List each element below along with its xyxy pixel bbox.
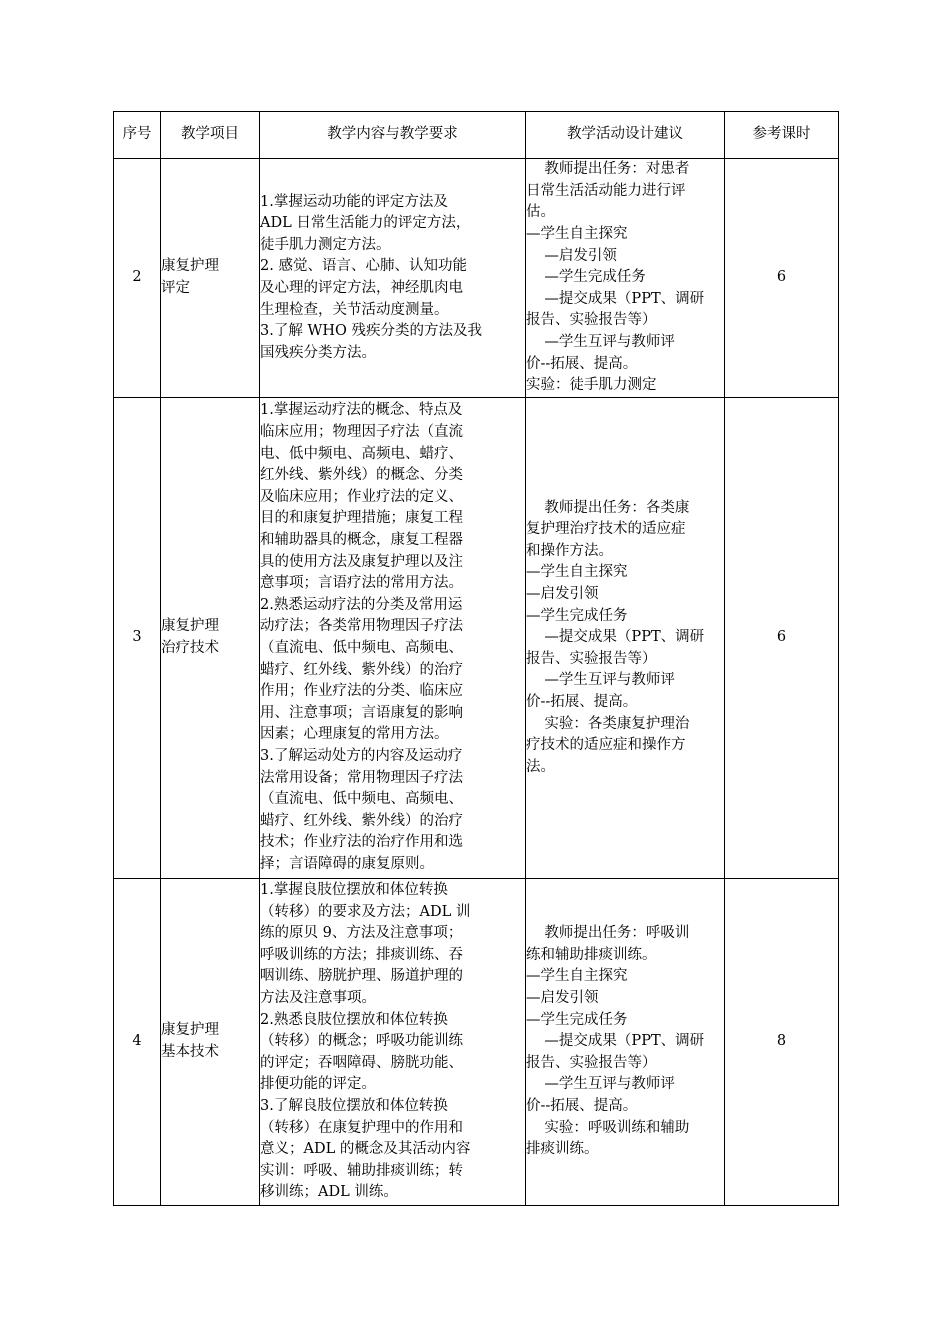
cell-text-line: —提交成果（PPT、调研 — [526, 1033, 705, 1050]
cell-text-line: 治疗技术 — [161, 640, 219, 656]
cell-text-line: 排痰训练。 — [526, 1141, 599, 1158]
cell-text-line: 徒手肌力测定方法。 — [260, 236, 391, 253]
hours-cell: 6 — [725, 398, 839, 879]
cell-text-line: —学生互评与教师评 — [526, 333, 675, 350]
cell-text-line: 复护理治疗技术的适应症 — [526, 521, 686, 538]
content-cell — [260, 159, 526, 398]
cell-text-line: 临床应用；物理因子疗法（直流 — [260, 424, 463, 441]
header-project: 教学项目 — [161, 112, 260, 159]
cell-text-line: 红外线、紫外线）的概念、分类 — [260, 467, 463, 484]
cell-text-line: 方法及注意事项。 — [260, 990, 376, 1007]
cell-text-line: 教师提出任务：呼吸训 — [526, 925, 690, 942]
activity-cell — [526, 159, 725, 398]
course-table — [113, 111, 839, 1206]
project-cell — [161, 879, 260, 1206]
cell-text-line: —学生互评与教师评 — [526, 1076, 675, 1093]
cell-text-line: 评定 — [161, 280, 190, 296]
cell-text-line: —提交成果（PPT、调研 — [526, 629, 705, 646]
cell-text-line: —提交成果（PPT、调研 — [526, 290, 705, 307]
cell-text-line: 及心理的评定方法，神经肌肉电 — [260, 280, 463, 296]
cell-text-line: —学生自主探究 — [526, 226, 628, 243]
row-number: 2 — [114, 159, 161, 398]
cell-text-line: 价--拓展、提高。 — [526, 1097, 638, 1114]
cell-text-line: 康复护理 — [161, 1022, 219, 1039]
header-activity: 教学活动设计建议 — [526, 112, 725, 159]
header-content: 教学内容与教学要求 — [260, 112, 526, 159]
cell-text-line: 报告、实验报告等） — [526, 1054, 657, 1071]
cell-text-line: —学生自主探究 — [526, 968, 628, 985]
cell-text-line: 报告、实验报告等） — [526, 312, 657, 329]
cell-text-line: —学生完成任务 — [526, 607, 628, 624]
cell-text-line: 动疗法；各类常用物理因子疗法 — [260, 618, 463, 635]
header-hours: 参考课时 — [725, 112, 839, 159]
activity-cell — [526, 879, 725, 1206]
cell-text-line: 电、低中频电、高频电、蜡疗、 — [260, 445, 463, 462]
cell-text-line: —学生自主探究 — [526, 564, 628, 581]
cell-text-line: 因素；心理康复的常用方法。 — [260, 726, 449, 743]
cell-text-line: 1.掌握良肢位摆放和体位转换 — [260, 882, 448, 899]
table-row — [114, 159, 839, 398]
cell-text-line: 康复护理 — [161, 258, 219, 275]
cell-text-line: —学生完成任务 — [526, 269, 646, 286]
cell-text-line: （转移）在康复护理中的作用和 — [260, 1119, 463, 1136]
cell-text-line: —学生完成任务 — [526, 1011, 628, 1028]
table-row — [114, 398, 839, 879]
cell-text-line: 2.熟悉运动疗法的分类及常用运 — [260, 596, 463, 613]
cell-text-line: 目的和康复护理措施；康复工程 — [260, 510, 463, 527]
content-cell — [260, 879, 526, 1206]
cell-text-line: 移训练；ADL 训练。 — [260, 1184, 398, 1201]
cell-text-line: 1.掌握运动疗法的概念、特点及 — [260, 402, 463, 419]
header-seq: 序号 — [114, 112, 161, 159]
cell-text-line: 和辅助器具的概念，康复工程器 — [260, 532, 463, 549]
cell-text-line: —启发引领 — [526, 990, 599, 1007]
cell-text-line: 用、注意事项；言语康复的影响 — [260, 704, 463, 721]
cell-text-line: 择；言语障碍的康复原则。 — [260, 855, 434, 872]
cell-text-line: —启发引领 — [526, 247, 617, 264]
cell-text-line: 法。 — [526, 758, 555, 775]
hours-cell: 6 — [725, 159, 839, 398]
cell-text-line: 和操作方法。 — [526, 542, 613, 559]
cell-text-line: （转移）的要求及方法；ADL 训 — [260, 903, 471, 920]
cell-text-line: 排便功能的评定。 — [260, 1076, 376, 1093]
cell-text-line: 练的原贝 9、方法及注意事项； — [260, 925, 463, 942]
cell-text-line: 生理检查，关节活动度测量。 — [260, 301, 449, 318]
cell-text-line: 日常生活活动能力进行评 — [526, 182, 686, 199]
cell-text-line: 实验：各类康复护理治 — [526, 715, 690, 732]
content-cell — [260, 398, 526, 879]
cell-text-line: 价--拓展、提高。 — [526, 693, 638, 710]
cell-text-line: 教师提出任务：各类康 — [526, 499, 690, 516]
cell-text-line: 咽训练、膀胱护理、肠道护理的 — [260, 968, 463, 985]
cell-text-line: 呼吸训练的方法；排痰训练、吞 — [260, 946, 463, 963]
cell-text-line: 3.了解运动处方的内容及运动疗 — [260, 747, 463, 764]
header-row — [114, 112, 839, 159]
cell-text-line: 法常用设备；常用物理因子疗法 — [260, 769, 463, 786]
cell-text-line: 报告、实验报告等） — [526, 650, 657, 667]
cell-text-line: 蜡疗、红外线、紫外线）的治疗 — [260, 661, 463, 678]
activity-cell — [526, 398, 725, 879]
cell-text-line: （直流电、低中频电、高频电、 — [260, 791, 463, 808]
cell-text-line: 实验：徒手肌力测定 — [526, 377, 657, 394]
cell-text-line: 2. 感觉、语言、心肺、认知功能 — [260, 258, 467, 275]
cell-text-line: 练和辅助排痰训练。 — [526, 946, 657, 963]
cell-text-line: —启发引领 — [526, 586, 599, 603]
cell-text-line: 估。 — [526, 204, 555, 221]
cell-text-line: 国残疾分类方法。 — [260, 344, 376, 361]
cell-text-line: 价--拓展、提高。 — [526, 355, 638, 372]
row-number: 4 — [114, 879, 161, 1206]
project-cell — [161, 159, 260, 398]
cell-text-line: 及临床应用；作业疗法的定义、 — [260, 488, 463, 505]
cell-text-line: 基本技术 — [161, 1044, 219, 1060]
cell-text-line: ADL 日常生活能力的评定方法， — [260, 215, 471, 232]
cell-text-line: 康复护理 — [161, 618, 219, 635]
cell-text-line: 疗技术的适应症和操作方 — [526, 737, 686, 754]
cell-text-line: 2.熟悉良肢位摆放和体位转换 — [260, 1011, 448, 1028]
cell-text-line: 实训：呼吸、辅助排痰训练；转 — [260, 1162, 463, 1179]
cell-text-line: 蜡疗、红外线、紫外线）的治疗 — [260, 812, 463, 829]
cell-text-line: 3.了解 WHO 残疾分类的方法及我 — [260, 323, 482, 340]
cell-text-line: 1.掌握运动功能的评定方法及 — [260, 193, 448, 210]
cell-text-line: 意义；ADL 的概念及其活动内容 — [260, 1141, 471, 1158]
cell-text-line: 教师提出任务：对患者 — [526, 161, 690, 178]
cell-text-line: （直流电、低中频电、高频电、 — [260, 640, 463, 656]
cell-text-line: 意事项；言语疗法的常用方法。 — [260, 575, 463, 592]
project-cell — [161, 398, 260, 879]
cell-text-line: （转移）的概念；呼吸功能训练 — [260, 1033, 463, 1050]
cell-text-line: 3.了解良肢位摆放和体位转换 — [260, 1097, 448, 1114]
cell-text-line: —学生互评与教师评 — [526, 672, 675, 689]
cell-text-line: 技术；作业疗法的治疗作用和选 — [260, 834, 463, 851]
cell-text-line: 的评定；吞咽障碍、膀胱功能、 — [260, 1054, 463, 1071]
table-row — [114, 879, 839, 1206]
row-number: 3 — [114, 398, 161, 879]
cell-text-line: 实验：呼吸训练和辅助 — [526, 1119, 690, 1136]
hours-cell: 8 — [725, 879, 839, 1206]
cell-text-line: 作用；作业疗法的分类、临床应 — [260, 683, 463, 700]
cell-text-line: 具的使用方法及康复护理以及注 — [260, 553, 463, 570]
